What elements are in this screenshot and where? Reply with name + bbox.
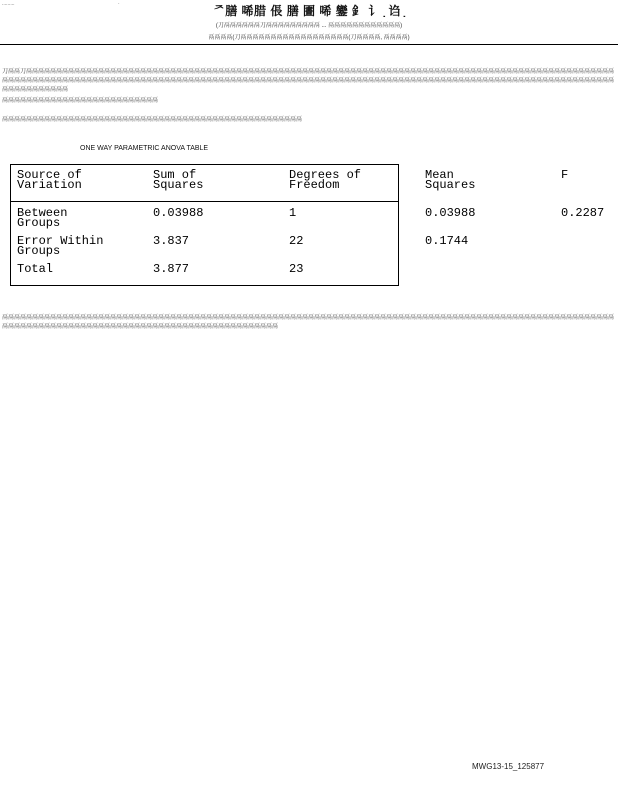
header-mean-squares: Mean Squares xyxy=(425,168,476,192)
row-error-df: 22 xyxy=(289,234,304,248)
row-error-mean-squares: 0.1744 xyxy=(425,234,469,248)
row-error-source: Error Within Groups xyxy=(17,234,104,258)
subtitle-line-1: (刀鬲鬲鬲鬲鬲鬲刀鬲鬲鬲鬲鬲鬲鬲鬲鬲 ... 鬲鬲鬲鬲鬲鬲鬲鬲鬲鬲鬲鬲) xyxy=(215,23,403,29)
row-between-sum-squares: 0.03988 xyxy=(153,206,204,220)
paragraph-after-table: 鬲鬲鬲鬲鬲鬲鬲鬲鬲鬲鬲鬲鬲鬲鬲鬲鬲鬲鬲鬲鬲鬲鬲鬲鬲鬲鬲鬲鬲鬲鬲鬲鬲鬲鬲鬲鬲鬲鬲鬲鬲鬲鬲鬲鬲鬲鬲鬲鬲鬲鬲鬲鬲鬲鬲鬲鬲鬲鬲鬲鬲鬲鬲鬲鬲鬲鬲鬲鬲鬲鬲鬲鬲鬲鬲鬲鬲鬲鬲鬲鬲鬲鬲鬲鬲鬲鬲鬲鬲鬲鬲鬲鬲鬲鬲鬲鬲鬲鬲鬲鬲鬲鬲鬲鬲鬲鬲鬲鬲鬲鬲鬲鬲鬲鬲鬲鬲鬲鬲鬲鬲鬲鬲鬲鬲鬲鬲鬲鬲鬲鬲鬲鬲鬲鬲鬲鬲鬲鬲鬲鬲鬲鬲鬲鬲鬲鬲鬲 xyxy=(2,315,615,330)
header-divider xyxy=(0,44,618,45)
row-between-mean-squares: 0.03988 xyxy=(425,206,476,220)
row-between-f: 0.2287 xyxy=(561,206,605,220)
row-between-df: 1 xyxy=(289,206,297,220)
row-total-sum-squares: 3.877 xyxy=(153,262,190,276)
page-title: ᅎ膳 唏腊 倀 膳 圕 唏 鑾 釒 讠 ̣ 诌 ̣ xyxy=(213,4,405,18)
row-error-sum-squares: 3.837 xyxy=(153,234,190,248)
anova-table-title: ONE WAY PARAMETRIC ANOVA TABLE xyxy=(80,145,209,152)
row-total-source: Total xyxy=(17,262,54,276)
header-degrees-of-freedom: Degrees of Freedom xyxy=(289,168,362,192)
paragraph-third: 鬲鬲鬲鬲鬲鬲鬲鬲鬲鬲鬲鬲鬲鬲鬲鬲鬲鬲鬲鬲鬲鬲鬲鬲鬲鬲鬲鬲鬲鬲鬲鬲鬲鬲鬲鬲鬲鬲鬲鬲鬲鬲鬲鬲鬲鬲鬲鬲鬲鬲 xyxy=(2,117,303,123)
paragraph-second: 鬲鬲鬲鬲鬲鬲鬲鬲鬲鬲鬲鬲鬲鬲鬲鬲鬲鬲鬲鬲鬲鬲鬲鬲鬲鬲 xyxy=(2,98,159,104)
header-f: F xyxy=(561,168,569,182)
row-between-source: Between Groups xyxy=(17,206,68,230)
document-code: MWG13-15_125877 xyxy=(472,762,545,771)
paragraph-intro: 刀鬲鬲刀鬲鬲鬲鬲鬲鬲鬲鬲鬲鬲鬲鬲鬲鬲鬲鬲鬲鬲鬲鬲鬲鬲鬲鬲鬲鬲鬲鬲鬲鬲鬲鬲鬲鬲鬲鬲鬲鬲鬲鬲鬲鬲鬲鬲鬲鬲鬲鬲鬲鬲鬲鬲鬲鬲鬲鬲鬲鬲鬲鬲鬲鬲鬲鬲鬲鬲鬲鬲鬲鬲鬲鬲鬲鬲鬲鬲鬲鬲鬲鬲鬲鬲鬲鬲鬲鬲鬲鬲鬲鬲鬲鬲鬲鬲鬲鬲鬲鬲鬲鬲鬲鬲鬲鬲鬲鬲鬲鬲鬲鬲鬲鬲鬲鬲鬲鬲鬲鬲鬲鬲鬲鬲鬲鬲鬲鬲鬲鬲鬲鬲鬲鬲鬲鬲鬲鬲鬲鬲鬲鬲鬲鬲鬲鬲鬲鬲鬲鬲鬲鬲鬲鬲鬲鬲鬲鬲鬲鬲鬲鬲鬲鬲鬲鬲鬲鬲鬲鬲鬲鬲鬲鬲鬲鬲鬲鬲鬲鬲鬲鬲鬲鬲鬲鬲鬲鬲鬲鬲鬲鬲鬲鬲鬲鬲鬲鬲鬲鬲鬲鬲鬲鬲鬲鬲鬲鬲鬲鬲鬲鬲鬲 xyxy=(2,69,615,93)
subtitle-line-2: 鬲鬲鬲鬲(刀鬲鬲鬲鬲鬲鬲鬲鬲鬲鬲鬲鬲鬲鬲鬲鬲鬲鬲(刀鬲鬲鬲鬲, 鬲鬲鬲鬲) xyxy=(208,35,410,41)
header-sum-of-squares: Sum of Squares xyxy=(153,168,204,192)
corner-mark: ......... xyxy=(2,1,15,7)
tick-mark: · xyxy=(118,1,120,7)
header-source-of-variation: Source of Variation xyxy=(17,168,82,192)
row-total-df: 23 xyxy=(289,262,304,276)
anova-header-divider xyxy=(10,201,399,202)
